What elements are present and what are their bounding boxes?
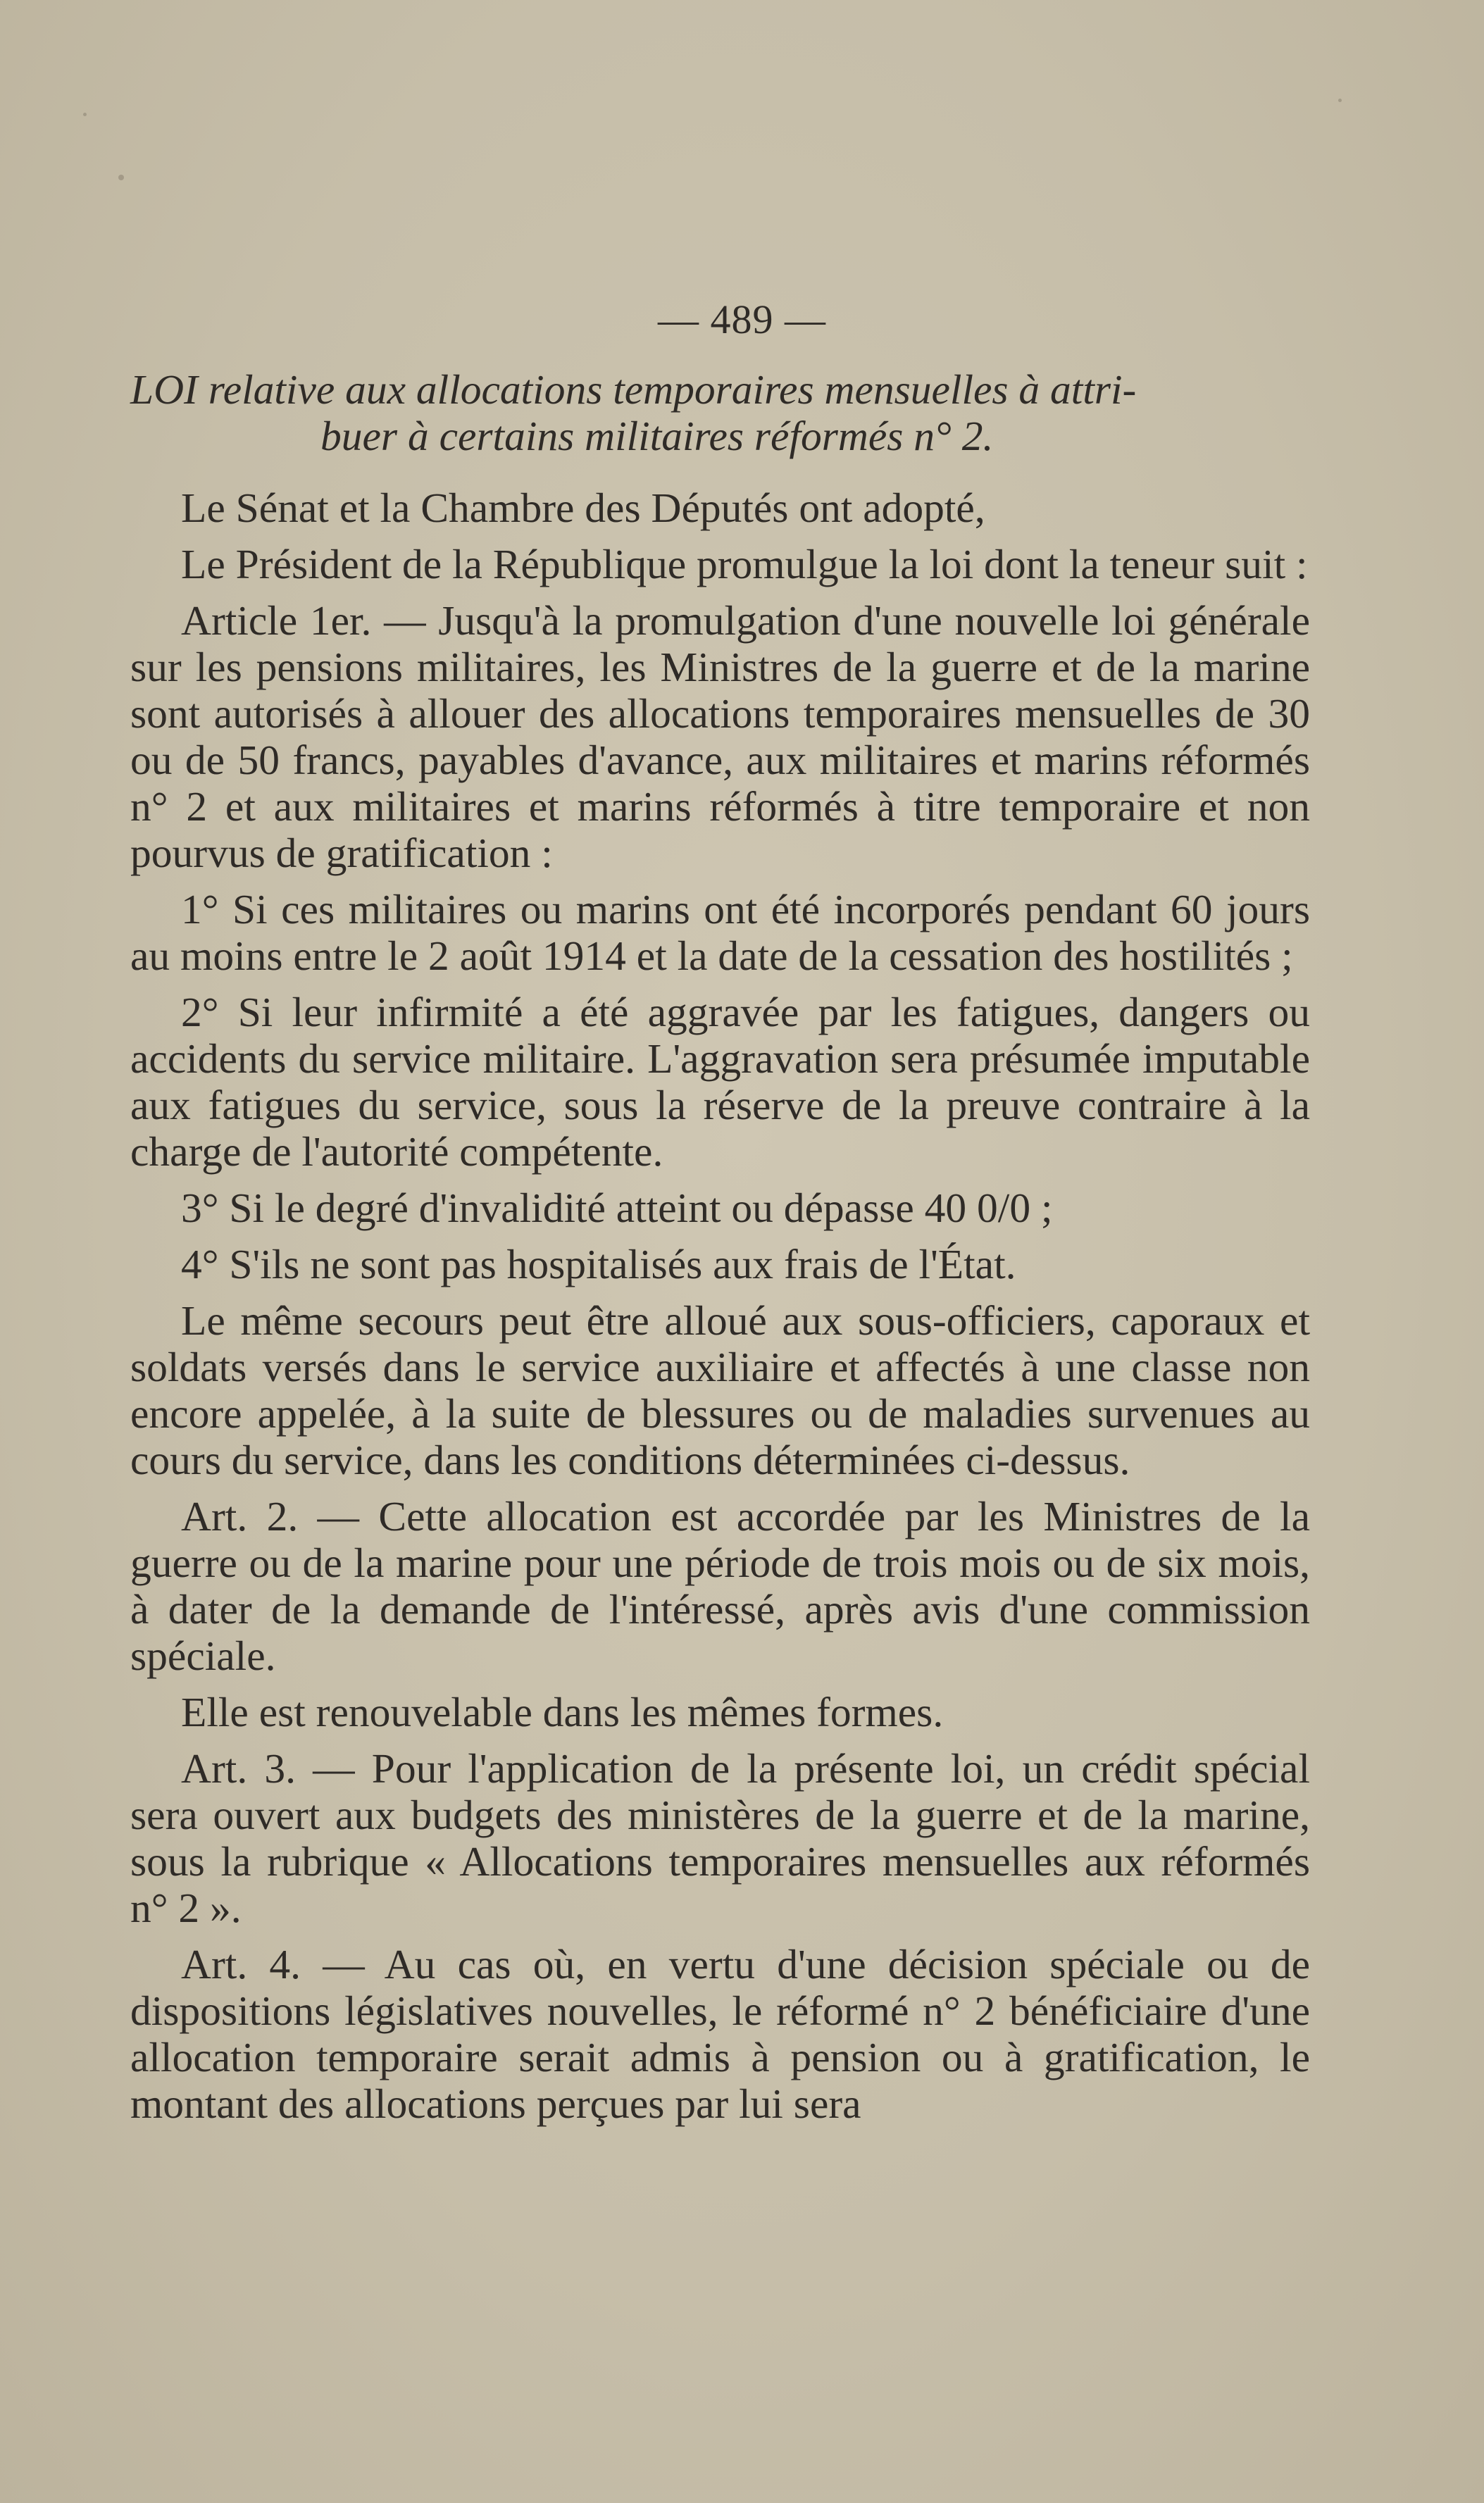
ink-speck xyxy=(118,175,124,180)
law-title xyxy=(130,366,1310,459)
paragraph-article-3: Art. 3. — Pour l'application de la présente loi, un crédit spécial sera ouvert aux budgets des ministères de la guerre et de la marine, sous la rubrique « Allocations temporaires mensuelles aux réformés n° 2 ». xyxy=(130,1745,1310,1931)
paragraph-condition-1: 1° Si ces militaires ou marins ont été incorporés pendant 60 jours au moins entre le 2 août 1914 et la date de la cessation des hostilités ; xyxy=(130,886,1310,979)
paragraph-condition-4: 4° S'ils ne sont pas hospitalisés aux frais de l'État. xyxy=(181,1241,1016,1287)
paragraph-article-4: Art. 4. — Au cas où, en vertu d'une décision spéciale ou de dispositions législatives nouvelles, le réformé n° 2 bénéficiaire d'une allocation temporaire serait admis à pension ou à gratification, le montant des allocations perçues par lui sera xyxy=(130,1941,1310,2127)
paragraph-adoption: Le Sénat et la Chambre des Députés ont adopté, xyxy=(181,485,985,531)
paragraph-condition-3: 3° Si le degré d'invalidité atteint ou dépasse 40 0/0 ; xyxy=(181,1185,1053,1231)
page-number: — 489 — xyxy=(658,297,826,342)
paragraph-auxiliary-service: Le même secours peut être alloué aux sous-officiers, caporaux et soldats versés dans le service auxiliaire et affectés à une classe non encore appelée, à la suite de blessures ou de maladies survenues au cours du service, dans les conditions déterminées ci-dessus. xyxy=(130,1297,1310,1483)
paragraph-renewal: Elle est renouvelable dans les mêmes formes. xyxy=(181,1689,944,1735)
document-body xyxy=(130,366,1310,2137)
ink-speck xyxy=(1338,99,1342,102)
paragraph-promulgation: Le Président de la République promulgue la loi dont la teneur suit : xyxy=(181,541,1308,587)
paragraph-condition-2: 2° Si leur infirmité a été aggravée par les fatigues, dangers ou accidents du service militaire. L'aggravation sera présumée imputable aux fatigues du service, sous la réserve de la preuve contraire à la charge de l'autorité compétente. xyxy=(130,989,1310,1175)
ink-speck xyxy=(83,113,87,116)
law-title-line1: LOI relative aux allocations temporaires mensuelles à attri- xyxy=(130,366,1137,413)
paragraph-article-2: Art. 2. — Cette allocation est accordée par les Ministres de la guerre ou de la marine pour une période de trois mois ou de six mois, à dater de la demande de l'intéressé, après avis d'une commission spéciale. xyxy=(130,1493,1310,1679)
paragraph-article-1: Article 1er. — Jusqu'à la promulgation d'une nouvelle loi générale sur les pensions militaires, les Ministres de la guerre et de la marine sont autorisés à allouer des allocations temporaires mensuelles de 30 ou de 50 francs, payables d'avance, aux militaires et marins réformés n° 2 et aux militaires et marins réformés à titre temporaire et non pourvus de gratification : xyxy=(130,597,1310,876)
law-title-line2: buer à certains militaires réformés n° 2. xyxy=(320,413,994,459)
